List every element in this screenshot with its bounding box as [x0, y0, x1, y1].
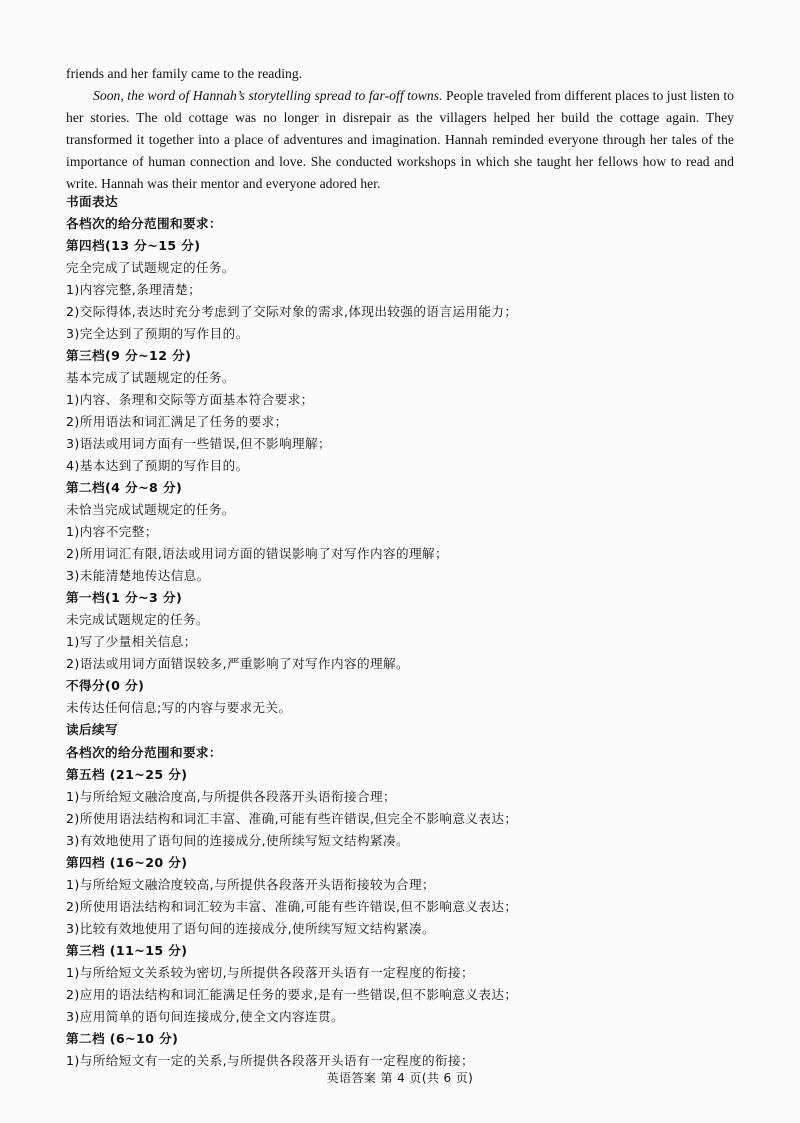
criteria-line: 3)有效地使用了语句间的连接成分,使所续写短文结构紧凑。 [66, 832, 409, 848]
story-paragraph-body: People traveled from different places to just listen to her stories. The old cottage was no longer in disrepair as the villagers helped her build the cottage again. They transformed it together into a place of adventures and imagination. Hannah reminded everyone through her tales of the importance of human connection and love. She conducted workshops in which she taught her fellows how to read and write. Hannah was their mentor and everyone adored her. [66, 88, 734, 191]
story-opening-sentence: Soon, the word of Hannah’s storytelling spread to far-off towns. [93, 88, 443, 103]
criteria-line: 2)所使用语法结构和词汇较为丰富、准确,可能有些许错误,但不影响意义表达； [66, 898, 518, 914]
criteria-line: 2)应用的语法结构和词汇能满足任务的要求,是有一些错误,但不影响意义表达； [66, 986, 518, 1002]
criteria-line: 1)与所给短文融洽度高,与所提供各段落开头语衔接合理； [66, 788, 396, 804]
criteria-line: 3)语法或用词方面有一些错误,但不影响理解； [66, 436, 332, 452]
criteria-line: 基本完成了试题规定的任务。 [66, 370, 235, 386]
criteria-line: 2)语法或用词方面错误较多,严重影响了对写作内容的理解。 [66, 656, 409, 672]
section-heading: 第三档 (11~15 分) [66, 942, 188, 958]
criteria-line: 3)应用简单的语句间连接成分,使全文内容连贯。 [66, 1008, 345, 1024]
section-heading: 读后续写 [66, 722, 118, 738]
criteria-line: 1)内容、条理和交际等方面基本符合要求； [66, 392, 314, 408]
criteria-line: 4)基本达到了预期的写作目的。 [66, 458, 249, 474]
section-heading: 第二档(4 分~8 分) [66, 480, 183, 496]
section-heading: 第二档 (6~10 分) [66, 1030, 179, 1046]
story-paragraph [66, 85, 734, 195]
criteria-line: 1)与所给短文融洽度较高,与所提供各段落开头语衔接较为合理； [66, 876, 435, 892]
criteria-line: 1)与所给短文关系较为密切,与所提供各段落开头语有一定程度的衔接； [66, 964, 474, 980]
criteria-line: 未恰当完成试题规定的任务。 [66, 502, 235, 518]
section-heading: 第四档(13 分~15 分) [66, 238, 201, 254]
criteria-line: 2)所使用语法结构和词汇丰富、准确,可能有些许错误,但完全不影响意义表达； [66, 810, 518, 826]
criteria-line: 1)与所给短文有一定的关系,与所提供各段落开头语有一定程度的衔接； [66, 1052, 474, 1068]
page-footer: 英语答案 第 4 页(共 6 页) [326, 1071, 474, 1085]
section-heading: 各档次的给分范围和要求： [66, 216, 222, 232]
section-heading: 第四档 (16~20 分) [66, 854, 188, 870]
criteria-line: 2)所用词汇有限,语法或用词方面的错误影响了对写作内容的理解； [66, 546, 448, 562]
section-heading: 各档次的给分范围和要求： [66, 744, 222, 760]
criteria-line: 3)完全达到了预期的写作目的。 [66, 326, 249, 342]
criteria-line: 2)交际得体,表达时充分考虑到了交际对象的需求,体现出较强的语言运用能力； [66, 304, 518, 320]
criteria-line: 完全完成了试题规定的任务。 [66, 260, 235, 276]
section-heading: 书面表达 [66, 194, 118, 209]
section-heading: 第三档(9 分~12 分) [66, 348, 192, 364]
section-heading: 第五档 (21~25 分) [66, 766, 188, 782]
criteria-line: 2)所用语法和词汇满足了任务的要求； [66, 414, 288, 430]
criteria-line: 1)写了少量相关信息； [66, 634, 197, 650]
story-line: friends and her family came to the reading. [66, 66, 303, 81]
criteria-line: 未完成试题规定的任务。 [66, 612, 209, 628]
section-heading: 不得分(0 分) [66, 678, 145, 694]
section-heading: 第一档(1 分~3 分) [66, 590, 183, 606]
criteria-line: 1)内容完整,条理清楚； [66, 282, 202, 298]
criteria-line: 3)比较有效地使用了语句间的连接成分,使所续写短文结构紧凑。 [66, 920, 435, 936]
criteria-line: 未传达任何信息;写的内容与要求无关。 [66, 700, 292, 716]
criteria-line: 3)未能清楚地传达信息。 [66, 568, 210, 584]
criteria-line: 1)内容不完整； [66, 524, 158, 540]
